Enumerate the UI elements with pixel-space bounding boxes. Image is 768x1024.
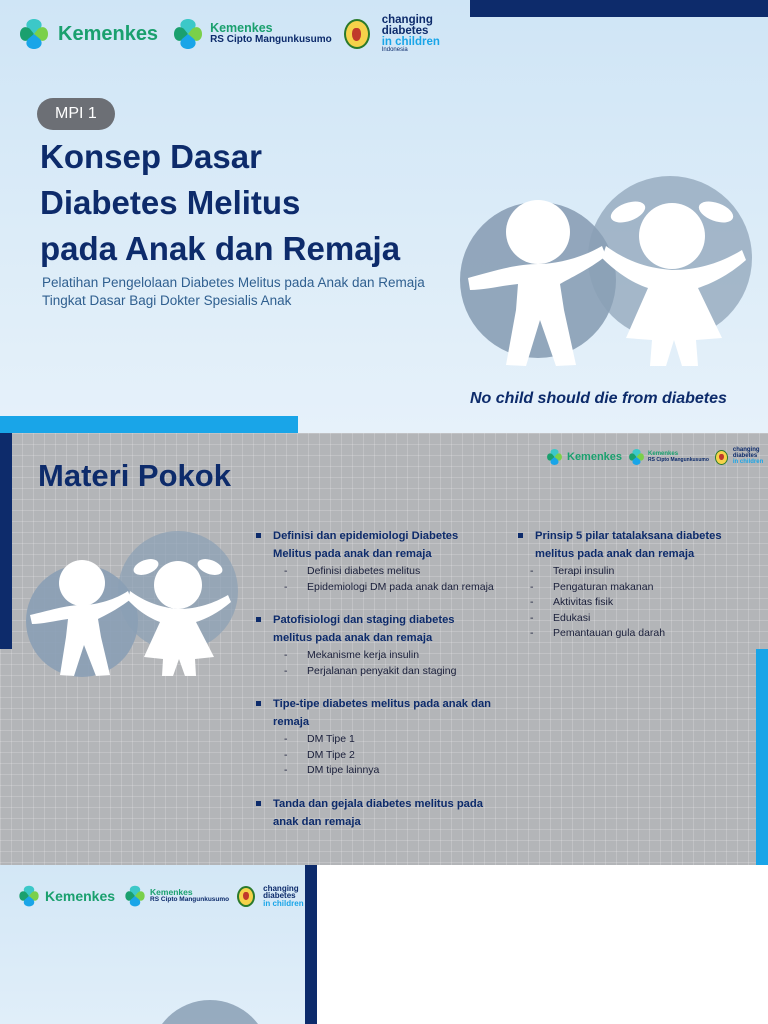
slide-title	[40, 134, 470, 272]
hospital-seal-icon	[237, 886, 255, 907]
rs-kemenkes-logo-icon	[172, 17, 204, 51]
subtitle-line-2: Tingkat Dasar Bagi Dokter Spesialis Anak	[42, 293, 292, 308]
cdic-line-2: diabetes	[381, 24, 429, 37]
cdic-line-3: in children	[263, 898, 304, 908]
cdic-line-3: in children	[732, 458, 764, 465]
logo-row	[18, 883, 304, 909]
cdic-line-1: changing	[732, 447, 760, 454]
topic-subitems	[256, 732, 496, 779]
slide-title: Materi Pokok	[38, 458, 231, 493]
topic-subitem: - Epidemiologi DM pada anak dan remaja	[284, 580, 496, 596]
cdic-line-4: Indonesia	[381, 46, 408, 53]
subtitle-line-1: Pelatihan Pengelolaan Diabetes Melitus pada Anak dan Remaja	[42, 275, 425, 290]
cdic-line-2: diabetes	[263, 891, 296, 901]
topic-block	[256, 795, 496, 831]
next-slide-thumbnail	[0, 865, 305, 1024]
tagline-text: No child should die from diabetes	[470, 390, 727, 407]
title-line-2: Diabetes Melitus	[40, 184, 301, 221]
top-accent-bar	[470, 0, 768, 17]
topics-column-right	[518, 527, 728, 658]
logo-row-small	[546, 446, 763, 468]
children-illustration-icon	[26, 529, 238, 679]
topic-subitem: - DM Tipe 1	[284, 732, 496, 748]
slide-subtitle	[42, 274, 462, 310]
topic-subitem: - Mekanisme kerja insulin	[284, 648, 496, 664]
module-badge: MPI 1	[37, 98, 115, 130]
topic-subitem: - DM Tipe 2	[284, 748, 496, 764]
topic-subitem: - Perjalanan penyakit dan staging	[284, 664, 496, 680]
rs-line-2: RS Cipto Mangunkusumo	[150, 896, 230, 904]
topic-heading: Prinsip 5 pilar tatalaksana diabetes melitus pada anak dan remaja	[518, 527, 728, 563]
topic-subitem: - Edukasi	[530, 611, 728, 627]
changing-diabetes-logo	[382, 15, 440, 53]
topic-subitem: - Pengaturan makanan	[530, 580, 728, 596]
topic-block	[518, 527, 728, 642]
topics-column-left	[256, 527, 496, 847]
rs-line-1: Kemenkes	[210, 21, 273, 36]
topic-subitem: - Terapi insulin	[530, 564, 728, 580]
rs-line-2: RS Cipto Mangunkusumo	[210, 34, 332, 46]
topic-heading: Definisi dan epidemiologi Diabetes Melitus pada anak dan remaja	[256, 527, 496, 563]
materi-pokok-slide	[0, 433, 768, 865]
hospital-seal-icon	[715, 450, 728, 465]
topic-block	[256, 611, 496, 679]
rs-kemenkes-logo-icon	[124, 884, 146, 908]
cdic-line-2: diabetes	[732, 453, 758, 460]
rs-cm-wordmark	[210, 22, 332, 46]
hospital-seal-icon	[344, 19, 370, 49]
kemenkes-logo-icon	[546, 448, 563, 466]
kemenkes-wordmark: Kemenkes	[58, 22, 159, 45]
topic-subitem: - DM tipe lainnya	[284, 763, 496, 779]
topic-heading: Tanda dan gejala diabetes melitus pada anak dan remaja	[256, 795, 496, 831]
topic-block	[256, 695, 496, 779]
rs-cm-wordmark	[648, 451, 709, 463]
rs-kemenkes-logo-icon	[628, 448, 645, 466]
title-slide	[0, 0, 768, 433]
title-line-1: Konsep Dasar	[40, 138, 262, 175]
kemenkes-wordmark: Kemenkes	[45, 888, 116, 904]
rs-line-2: RS Cipto Mangunkusumo	[648, 456, 709, 463]
rs-line-1: Kemenkes	[150, 887, 193, 898]
left-accent-bar	[0, 433, 12, 649]
topic-subitems	[256, 564, 496, 595]
topic-subitem: - Pemantauan gula darah	[530, 626, 728, 642]
children-illustration-icon	[460, 160, 756, 380]
bottom-accent-bar	[0, 416, 298, 433]
cdic-line-1: changing	[263, 883, 299, 893]
right-accent-bar	[305, 865, 317, 1024]
illustration-circle-fragment	[150, 1000, 270, 1024]
logo-row	[18, 13, 440, 53]
topic-subitem: - Definisi diabetes melitus	[284, 564, 496, 580]
topic-block	[256, 527, 496, 595]
rs-cm-wordmark	[150, 888, 229, 904]
changing-diabetes-logo	[263, 885, 303, 908]
topic-heading: Tipe-tipe diabetes melitus pada anak dan remaja	[256, 695, 496, 731]
kemenkes-wordmark: Kemenkes	[567, 451, 623, 463]
cdic-line-3: in children	[381, 35, 440, 48]
cdic-line-1: changing	[381, 13, 433, 26]
topic-subitems	[518, 564, 728, 642]
title-line-3: pada Anak dan Remaja	[40, 230, 401, 267]
topic-subitems	[256, 648, 496, 679]
right-accent-bar	[756, 649, 768, 865]
topic-heading: Patofisiologi dan staging diabetes melitus pada anak dan remaja	[256, 611, 496, 647]
kemenkes-logo-icon	[18, 884, 40, 908]
rs-line-1: Kemenkes	[648, 451, 679, 458]
topic-subitem: - Aktivitas fisik	[530, 595, 728, 611]
kemenkes-logo-icon	[18, 17, 50, 51]
changing-diabetes-logo	[733, 448, 763, 465]
